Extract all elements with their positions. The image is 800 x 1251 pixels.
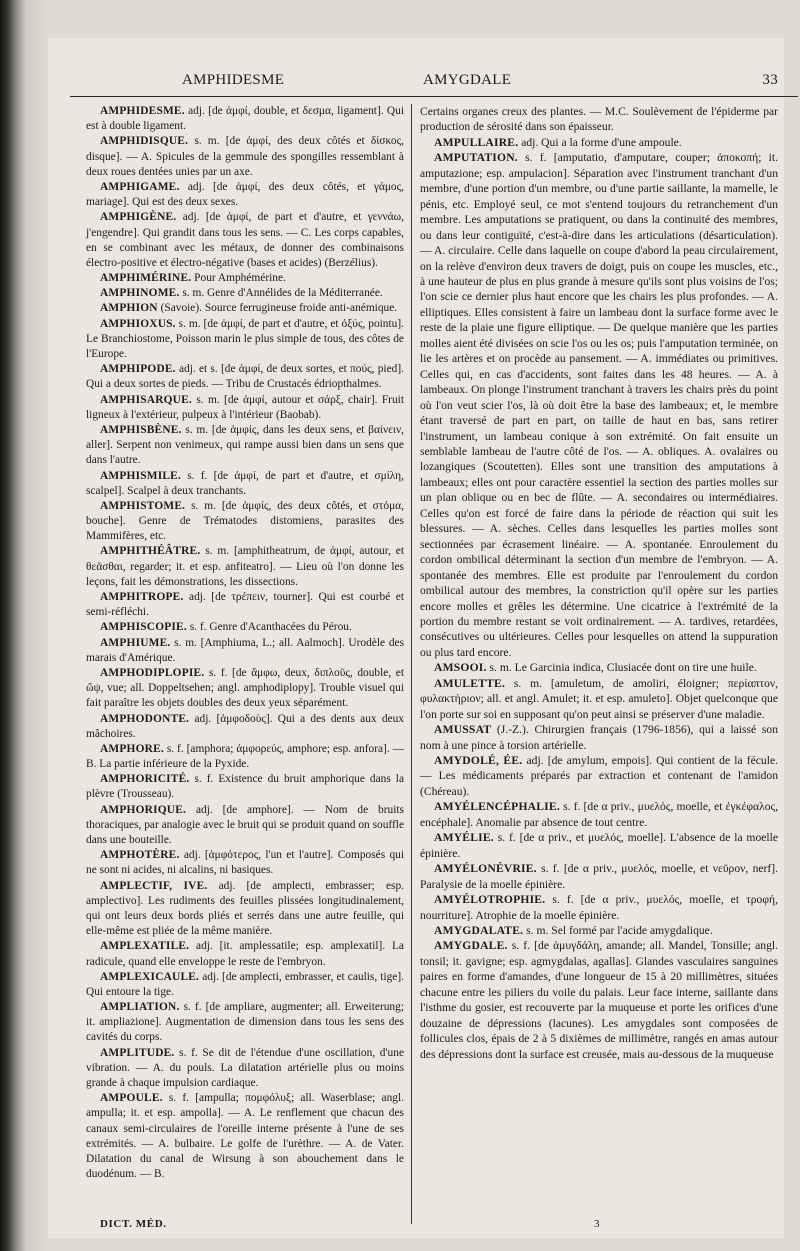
entry-definition: Certains organes creux des plantes. — M.C. Soulèvement de l'épiderme par production de sérosité dans son épaisseur. xyxy=(420,105,778,134)
gutter-fade xyxy=(26,0,48,1251)
dictionary-entry xyxy=(86,803,404,849)
entry-definition: adj. [de amplecti, embrasser, et caulis, tige]. Qui entoure la tige. xyxy=(86,970,404,998)
entry-headword: AMPHINOME. xyxy=(100,287,180,300)
page-number: 33 xyxy=(762,72,778,88)
entry-headword: AMYÉLENCÉPHALIE. xyxy=(434,800,560,814)
entry-headword: AMYGDALE. xyxy=(434,939,508,953)
entry-headword: AMPLEXATILE. xyxy=(100,940,190,953)
dictionary-entry xyxy=(86,1000,404,1046)
dictionary-entry xyxy=(86,301,404,316)
right-column xyxy=(420,104,778,1224)
entry-definition: s. f. [de α priv., μυελός, moelle, et ἐγκέφαλος, encéphale]. Anomalie par absence de tout centre. xyxy=(420,800,778,829)
column-divider xyxy=(411,104,412,1224)
dictionary-entry xyxy=(86,393,404,423)
dictionary-entry xyxy=(86,742,404,772)
entry-definition: s. m. [de ἀμφίς, dans les deux sens, et βαίνειν, aller]. Serpent non venimeux, qui rampe aussi bien dans un sens que dans l'autre. xyxy=(86,423,404,467)
footer-sheet-number: 3 xyxy=(594,1218,600,1230)
dictionary-entry xyxy=(420,676,778,722)
entry-headword: AMSOOI. xyxy=(434,661,487,675)
dictionary-entry xyxy=(420,892,778,923)
entry-headword: AMPHION xyxy=(100,302,158,315)
entry-definition: s. f. [de ἀμφί, de part et d'autre, et σμίλη, scalpel]. Scalpel à deux tranchants. xyxy=(86,469,404,497)
dictionary-entry xyxy=(86,636,404,666)
entry-definition: s. f. [de α priv., et μυελός, moelle]. L'absence de la moelle épinière. xyxy=(420,831,778,860)
dictionary-entry xyxy=(86,666,404,712)
dictionary-entry xyxy=(420,150,778,660)
dictionary-entry xyxy=(86,590,404,620)
entry-headword: AMYÉLOTROPHIE. xyxy=(434,893,546,907)
entry-headword: AMPLECTIF, IVE. xyxy=(100,879,208,892)
left-column xyxy=(86,104,404,1224)
header-left-guideword: AMPHIDESME xyxy=(182,72,285,88)
dictionary-entry xyxy=(86,1091,404,1182)
entry-definition: (Savoie). Source ferrugineuse froide anti-anémique. xyxy=(157,302,398,315)
header-rule xyxy=(70,96,798,97)
entry-definition: s. m. [de ἀμφίς, des deux côtés, et στόμα, bouche]. Genre de Trématodes distomiens, parasites des Mammifères, etc. xyxy=(86,499,404,543)
entry-headword: AMPHORIQUE. xyxy=(100,803,187,816)
entry-headword: AMPHIUME. xyxy=(100,636,171,649)
dictionary-entry xyxy=(86,879,404,940)
entry-headword: AMPHODONTE. xyxy=(100,712,190,725)
entry-definition: adj. [de ἀμφί, de part et d'autre, et γεννάω, j'engendre]. Qui grandit dans tous les sens. — C. Les corps capables, en se combinant avec les métaux, de donner des combinaisons électro-positive et électro-négative (bases et acides) (Berzélius). xyxy=(86,211,404,269)
entry-definition: s. f. Genre d'Acanthacées du Pérou. xyxy=(186,621,352,634)
dictionary-entry xyxy=(420,104,778,135)
dictionary-entry xyxy=(420,135,778,150)
entry-headword: AMPUTATION. xyxy=(434,151,518,165)
entry-definition: s. f. [de ampliare, augmenter; all. Erweiterung; it. ampliazione]. Augmentation de dimension dans tous les sens des cavités du corps. xyxy=(86,1001,404,1044)
entry-definition: s. m. [de ἀμφί, de part et d'autre, et ὀξύς, pointu]. Le Branchiostome, Poisson marin le plus simple de tous, des côtes de l'Europe. xyxy=(86,317,404,360)
entry-headword: AMPHIGAME. xyxy=(100,180,180,193)
dictionary-entry xyxy=(86,939,404,969)
dictionary-entry xyxy=(420,722,778,753)
entry-headword: AMULETTE. xyxy=(434,676,506,690)
entry-definition: Pour Amphémérine. xyxy=(191,272,286,285)
entry-headword: AMPHORICITÉ. xyxy=(100,773,190,786)
entry-definition: adj. Qui a la forme d'une ampoule. xyxy=(518,135,682,149)
dictionary-entry xyxy=(86,317,404,363)
entry-definition: s. f. [ampulla; πομφόλυξ; all. Waserblase; angl. ampulla; it. et esp. ampolla]. — A. Le renflement que chacun des canaux semi-circulaires de l'oreille interne présente à l'une de ses extrémités. — A. bulbaire. Le golfe de l'urèthre. — A. de Vater. Dilatation du canal de Wirsung à son abouchement dans le duodénum. — B. xyxy=(86,1092,404,1181)
entry-definition: adj. [ἀμφότερος, l'un et l'autre]. Composés qui ne sont ni acides, ni alcalins, ni basiques. xyxy=(86,849,404,877)
entry-headword: AMPHIDESME. xyxy=(100,105,185,117)
entry-headword: AMPHIOXUS. xyxy=(100,317,176,330)
dictionary-entry xyxy=(86,499,404,545)
dictionary-entry xyxy=(86,620,404,635)
entry-headword: AMPHISTOME. xyxy=(100,499,186,512)
entry-definition: s. f. Existence du bruit amphorique dans la plèvre (Trousseau). xyxy=(86,773,404,801)
dictionary-entry xyxy=(86,134,404,180)
dictionary-entry xyxy=(86,423,404,469)
dictionary-entry xyxy=(86,104,404,134)
dictionary-entry xyxy=(86,180,404,210)
entry-headword: AMPLIATION. xyxy=(100,1001,180,1014)
entry-headword: AMPHISMILE. xyxy=(100,469,181,482)
dictionary-entry xyxy=(420,861,778,892)
entry-definition: s. f. [de α priv., μυελός, moelle, et νεῦρον, nerf]. Paralysie de la moelle épinière. xyxy=(420,862,778,891)
entry-headword: AMPHIMÉRINE. xyxy=(100,272,192,285)
entry-headword: AMPULLAIRE. xyxy=(434,135,519,149)
entry-definition: s. f. [amphora; ἀμφορεύς, amphore; esp. anfora]. — B. La partie inférieure de la Pyxide. xyxy=(86,742,404,771)
dictionary-entry xyxy=(86,469,404,499)
dictionary-entry xyxy=(420,799,778,830)
dictionary-entry xyxy=(86,848,404,878)
entry-headword: AMYDOLÉ, ÉE. xyxy=(434,754,523,768)
entry-headword: AMPHITHÉÂTRE. xyxy=(100,545,201,558)
entry-headword: AMPOULE. xyxy=(100,1092,163,1105)
dictionary-entry xyxy=(86,970,404,1000)
entry-definition: s. m. Genre d'Annélides de la Méditerranée. xyxy=(179,287,383,300)
entry-headword: AMYÉLIE. xyxy=(434,831,494,845)
dictionary-entry xyxy=(420,660,778,675)
footer-signature: DICT. MÉD. xyxy=(100,1218,167,1230)
entry-definition: s. f. [amputatio, d'amputare, couper; ἀποκοπή; it. amputazione; esp. ampulacion]. Séparation avec l'instrument tranchant d'un membre, d'une portion d'un membre, ou d'une partie saillante, la mamelle, le pénis, etc. Employé seul, ce mot s'entend toujours du retranchement d'un membre. Les amputations se pratiquent, ou dans la continuité des membres, ou dans leur contiguïté, c'est-à-dire dans les articulations (désarticulation). — A. circulaire. Celle dans laquelle on coupe d'abord la peau circulairement, on la relève d'environ deux travers de doigt, puis on coupe les muscles, etc., à une hauteur de plus en plus grande à mesure qu'ils sont plus voisins de l'os; l'on scie ce dernier plus haut encore que les chairs les plus profondes. — A. elliptiques. Elles consistent à faire un lambeau dont la surface forme avec le reste de la plaie une figure elliptique. — De quelque manière que les parties molles aient été divisées on scie l'os ou les os; puis l'amputation terminée, on lie les artères et on procède au pansement. — A. immédiates ou primitives. Celles qui, en cas d'accidents, sont faites dans les 48 heures. — A. à lambeaux. On plonge l'instrument tranchant à travers les chairs près du point où l'on veut scier l'os, là où doit être la base des lambeaux; et, le membre étant traversé de part en part, on taille de haut en bas, sans retirer l'instrument, un lambeau conique à son extrémité. On fait ensuite un semblable lambeau de l'autre côté de l'os. — A. obliques. A. ovalaires ou lozangiques (Scoutetten). Elles sont une transition des amputations à lambeaux; elles ont pour caractère essentiel la section des parties molles sur un plan oblique ou en bec de flûte. — A. secondaires ou intermédiaires. Celles qu'on est forcé de faire dans la période de réaction qui suit les blessures. — A. sèches. Celles dans lesquelles les parties molles sont sectionnées par écrasement linéaire. — A. spontanée. Enroulement du cordon ombilical déterminant la section d'un membre de l'embryon. — A. spontanée des membres. Elle est produite par l'enroulement du cordon ombilical autour des membres, la constriction qu'il opère sur les parties encore molles et grêles les détermine. Une cicatrice à l'extrémité de la portion du membre restant se voit ordinairement. — A. tardives, retardées, consécutives ou ultérieures. Celles pour lesquelles on attend la suppuration ou plus tard encore. xyxy=(420,151,778,659)
entry-definition: (J.-Z.). Chirurgien français (1796-1856), qui a laissé son nom à une pince à torsion artérielle. xyxy=(420,723,778,752)
entry-headword: AMPLITUDE. xyxy=(100,1046,175,1059)
entry-headword: AMPHISCOPIE. xyxy=(100,621,187,634)
dictionary-entry xyxy=(420,753,778,799)
entry-headword: AMPHIPODE. xyxy=(100,363,176,376)
dictionary-entry xyxy=(86,544,404,590)
dictionary-entry xyxy=(86,286,404,301)
entry-definition: adj. [de amphore]. — Nom de bruits thoraciques, par analogie avec le bruit qui se produit quand on souffle dans une bouteille. xyxy=(86,803,404,846)
dictionary-entry xyxy=(420,830,778,861)
dictionary-entry xyxy=(86,271,404,286)
entry-definition: s. m. [amuletum, de amoliri, éloigner; περίαπτον, φυλακτήριον; all. et angl. Amulet; it. et esp. amuleto]. Objet quelconque que l'on porte sur soi en supposant qu'on peut ainsi se préserver d'une maladie. xyxy=(420,676,778,721)
entry-headword: AMUSSAT xyxy=(434,723,492,737)
entry-definition: s. m. [Amphiuma, L.; all. Aalmoch]. Urodèle des marais d'Amérique. xyxy=(86,636,404,664)
entry-definition: s. m. Sel formé par l'acide amygdalique. xyxy=(523,924,713,938)
entry-definition: adj. [de ἀμφί, double, et δεσμα, ligament]. Qui est à double ligament. xyxy=(86,105,404,133)
entry-headword: AMPHIDISQUE. xyxy=(100,135,189,148)
book-gutter-shadow xyxy=(0,0,26,1251)
entry-definition: s. m. [de ἀμφί, autour et σάρξ, chair]. Fruit ligneux à l'extérieur, pulpeux à l'intérieur (Baobab). xyxy=(86,393,404,421)
entry-definition: s. f. [de ἄμφω, deux, διπλοῦς, double, et ὤψ, vue; all. Doppeltsehen; angl. amphodiplopy]. Trouble visuel qui fait paraître les objets doubles des deux yeux séparément. xyxy=(86,666,404,710)
entry-definition: s. m. Le Garcinia indica, Clusiacée dont on tire une huile. xyxy=(486,661,757,675)
dictionary-entry xyxy=(86,772,404,802)
entry-definition: adj. et s. [de ἀμφί, de deux sortes, et πούς, pied]. Qui a deux sortes de pieds. — Tribu de Crustacés édriopthalmes. xyxy=(86,363,404,391)
entry-headword: AMPHORE. xyxy=(100,742,164,755)
dictionary-entry xyxy=(86,210,404,271)
entry-headword: AMPHODIPLOPIE. xyxy=(100,666,205,679)
entry-definition: adj. [de amplecti, embrasser; esp. amplectivo]. Les rudiments des feuilles plissées longitudinalement, qui ont leurs deux bords pliés et serrés dans une autre feuille, qui elle-même est pliée de la même manière. xyxy=(86,879,404,938)
entry-headword: AMPHIGÈNE. xyxy=(100,211,177,224)
entry-definition: s. f. Se dit de l'étendue d'une oscillation, d'une vibration. — A. du pouls. La dilatation artérielle plus ou moins grande à chaque impulsion cardiaque. xyxy=(86,1046,404,1089)
dictionary-entry xyxy=(86,712,404,742)
dictionary-entry xyxy=(420,923,778,938)
entry-definition: s. f. [de ἀμυγδάλη, amande; all. Mandel, Tonsille; angl. tonsil; it. gavigne; esp. agmygdalas, agallas]. Glandes vasculaires sanguines paires en forme d'amandes, d'une longueur de 15 à 20 millimètres, situées chacune entre les piliers du voile du palais. Leur face interne, saillante dans l'isthme du gosier, est recouverte par la muqueuse et porte les orifices d'une douzaine de dépressions (lacunes). Les amygdales sont composées de follicules clos, épais de 2 à 5 dixièmes de millimètre, rangés en amas autour des dépressions dont la surface est creusée, mais au-dessous de la muqueuse xyxy=(420,939,778,1061)
dictionary-entry xyxy=(420,938,778,1062)
entry-definition: s. m. [amphitheatrum, de ἀμφί, autour, et θεᾶσθαι, regarder; it. et esp. anfiteatro]. — Lieu où l'on donne les leçons, fait les démonstrations, les dissections. xyxy=(86,545,404,588)
entry-headword: AMPHOTÈRE. xyxy=(100,849,180,862)
entry-definition: adj. [ἀμφοδοὺς]. Qui a des dents aux deux mâchoires. xyxy=(86,712,404,740)
entry-headword: AMPHISBÈNE. xyxy=(100,423,182,436)
entry-headword: AMPHITROPE. xyxy=(100,591,184,603)
entry-definition: adj. [de amylum, empois]. Qui contient de la fécule. — Les médicaments préparés par extraction et contenant de l'amidon (Chéreau). xyxy=(420,754,778,798)
entry-headword: AMPHISARQUE. xyxy=(100,393,192,406)
entry-definition: adj. [de τρέπειν, tourner]. Qui est courbé et semi-réfléchi. xyxy=(86,591,404,619)
dictionary-entry xyxy=(86,1046,404,1092)
entry-headword: AMYÉLONÉVRIE. xyxy=(434,862,537,876)
running-header xyxy=(70,72,798,94)
header-right-guideword: AMYGDALE xyxy=(423,72,512,88)
dictionary-entry xyxy=(86,362,404,392)
entry-headword: AMYGDALATE. xyxy=(434,924,524,938)
entry-definition: s. m. [de ἀμφί, des deux côtés et δίσκος, disque]. — A. Spicules de la gemmule des spongilles ressemblant à deux roues dentées unies par un axe. xyxy=(86,135,404,178)
entry-headword: AMPLEXICAULE. xyxy=(100,970,200,983)
entry-definition: adj. [de ἀμφί, des deux côtés, et γάμος, mariage]. Qui est des deux sexes. xyxy=(86,180,404,209)
entry-definition: s. f. [de α priv., μυελός, moelle, et τροφή, nourriture]. Atrophie de la moelle épinière. xyxy=(420,893,778,922)
entry-definition: adj. [it. amplessatile; esp. amplexatil]. La radicule, quand elle enveloppe le reste de l'embryon. xyxy=(86,940,404,968)
